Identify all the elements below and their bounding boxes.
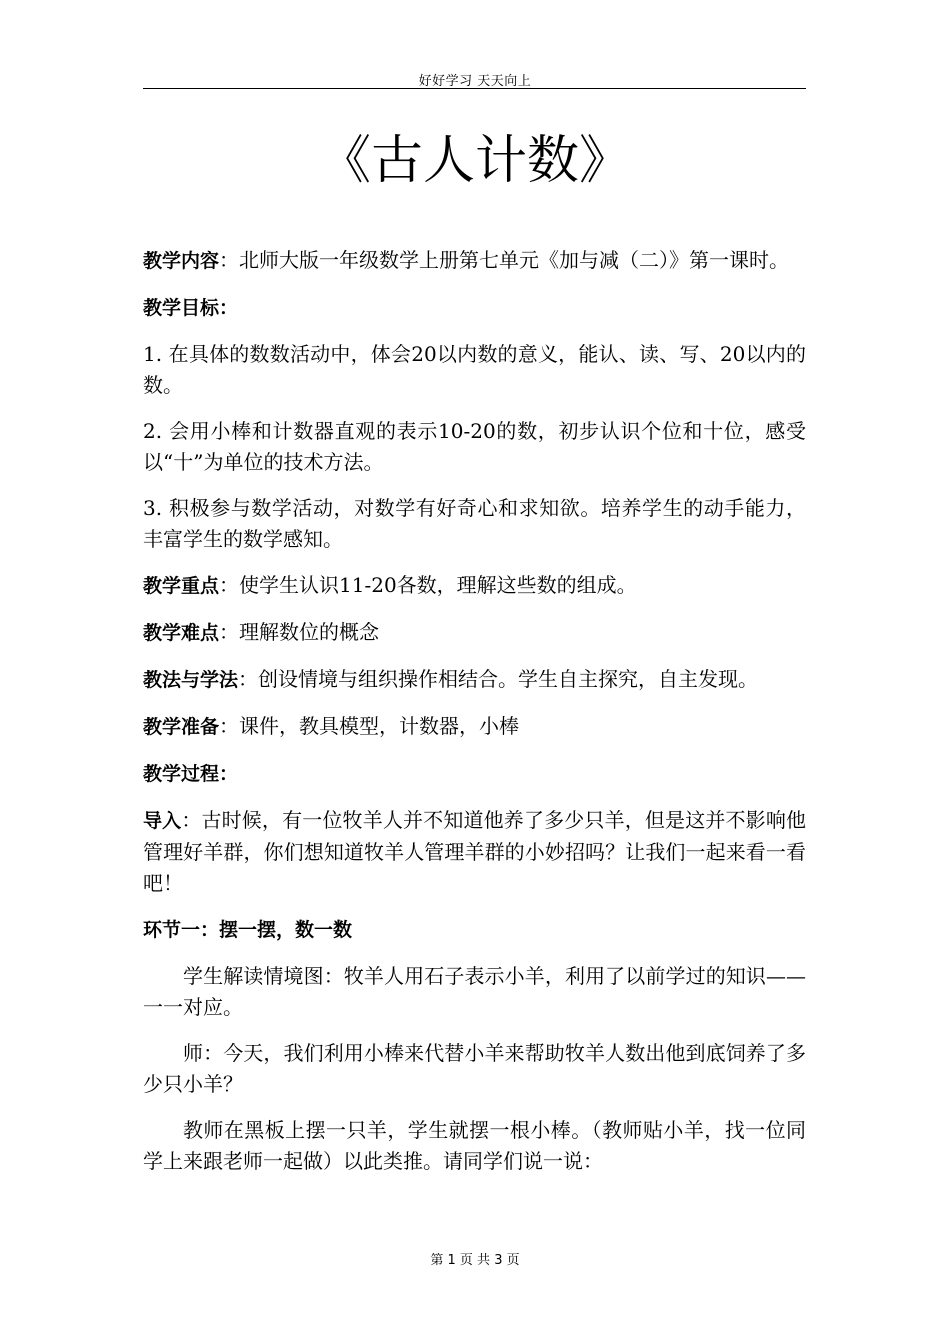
- text-intro: ：古时候，有一位牧羊人并不知道他养了多少只羊，但是这并不影响他管理好羊群，你们想知道牧羊人管理羊群的小妙招吗？让我们一起来看一看吧！: [143, 808, 806, 895]
- label-objectives: 教学目标: [143, 297, 220, 319]
- paragraph-content: [143, 245, 806, 277]
- label-process: 教学过程: [143, 763, 220, 785]
- paragraph-preparation: [143, 711, 806, 743]
- text-process-colon: ：: [219, 763, 239, 785]
- paragraph-activity: 教师在黑板上摆一只羊，学生就摆一根小棒。（教师贴小羊，找一位同学上来跟老师一起做）以此类推。请同学们说一说：: [143, 1118, 806, 1173]
- paragraph-teacher: 师：今天，我们利用小棒来代替小羊来帮助牧羊人数出他到底饲养了多少只小羊？: [143, 1041, 806, 1096]
- text-preparation: ：课件，教具模型，计数器，小棒: [219, 714, 520, 738]
- label-content: 教学内容: [143, 250, 220, 272]
- paragraph-scenario: 学生解读情境图：牧羊人用石子表示小羊，利用了以前学过的知识——一一对应。: [143, 964, 806, 1019]
- text-difficulties: ：理解数位的概念: [219, 620, 380, 644]
- text-objectives-colon: ：: [219, 297, 239, 319]
- label-methods: 教法与学法: [143, 669, 239, 691]
- document-body: [143, 245, 806, 1192]
- document-title: 《古人计数》: [318, 131, 631, 191]
- text-content: ：北师大版一年级数学上册第七单元《加与减（二）》第一课时。: [219, 248, 790, 272]
- label-key-points: 教学重点: [143, 575, 220, 597]
- text-key-points: ：使学生认识11-20各数，理解这些数的组成。: [219, 573, 637, 597]
- label-preparation: 教学准备: [143, 716, 220, 738]
- header-divider: [143, 88, 806, 89]
- paragraph-intro: [143, 805, 806, 899]
- paragraph-methods: [143, 664, 806, 696]
- paragraph-key-points: [143, 570, 806, 602]
- label-intro: 导入: [143, 810, 182, 832]
- paragraph-process: [143, 758, 806, 790]
- text-methods: ：创设情境与组织操作相结合。学生自主探究，自主发现。: [238, 667, 759, 691]
- page-footer: 第 1 页 共 3 页: [430, 1253, 520, 1268]
- objective-1: 1. 在具体的数数活动中，体会20以内数的意义，能认、读、写、20以内的数。: [143, 342, 806, 397]
- objective-2: 2. 会用小棒和计数器直观的表示10-20的数，初步认识个位和十位，感受以“十”为单位的技术方法。: [143, 419, 806, 474]
- section-1-title: 环节一：摆一摆，数一数: [143, 919, 353, 941]
- page-header: 好好学习 天天向上: [418, 74, 532, 89]
- paragraph-difficulties: [143, 617, 806, 649]
- section-heading-1: [143, 914, 806, 946]
- paragraph-objectives: [143, 292, 806, 324]
- objective-3: 3. 积极参与数学活动，对数学有好奇心和求知欲。培养学生的动手能力，丰富学生的数学感知。: [143, 496, 806, 551]
- label-difficulties: 教学难点: [143, 622, 220, 644]
